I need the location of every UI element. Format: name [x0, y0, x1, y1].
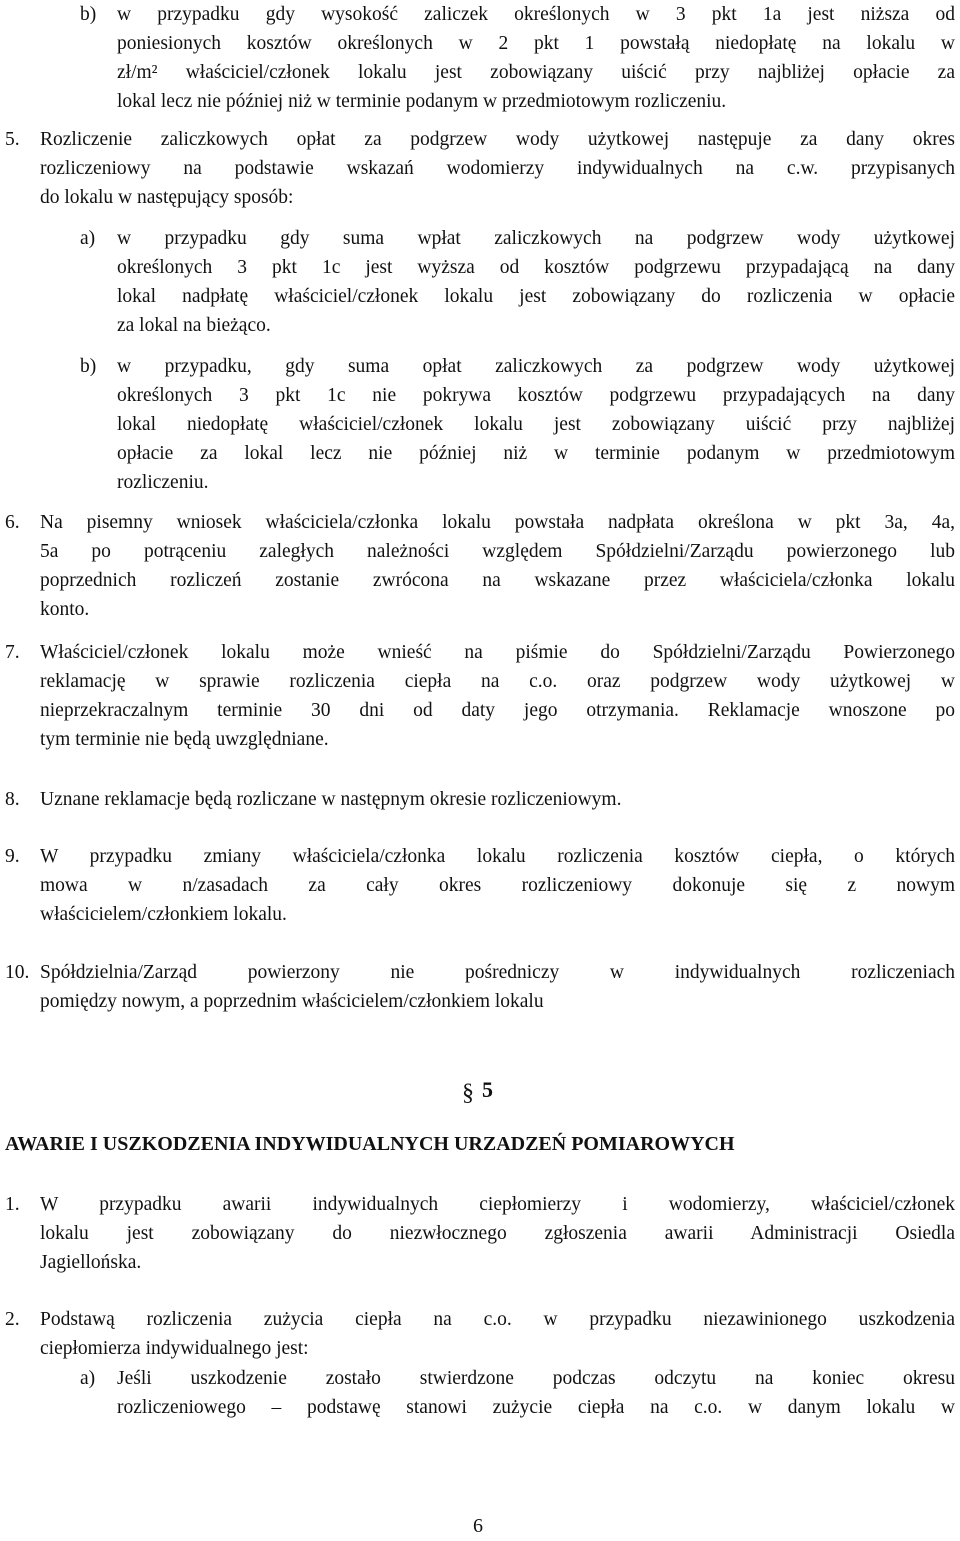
text-line: właścicielem/członkiem lokalu. [40, 904, 287, 925]
list-marker: 7. [5, 642, 20, 663]
text-line: Spółdzielnia/Zarząd powierzony nie pośredniczy w indywidualnych rozliczeniach [40, 962, 955, 983]
text-line: ciepłomierza indywidualnego jest: [40, 1338, 309, 1359]
list-marker: 9. [5, 846, 20, 867]
list-marker: 1. [5, 1194, 20, 1215]
list-marker: b) [80, 4, 97, 25]
list-marker: 8. [5, 789, 20, 810]
section-sign: § [462, 1080, 474, 1106]
text-line: do lokalu w następujący sposób: [40, 187, 294, 208]
list-marker: 2. [5, 1309, 20, 1330]
list-marker: b) [80, 356, 97, 377]
text-line: opłacie za lokal lecz nie później niż w terminie podanym w przedmiotowym [117, 443, 955, 464]
text-line: za lokal na bieżąco. [117, 315, 271, 336]
text-line: W przypadku zmiany właściciela/członka lokalu rozliczenia kosztów ciepła, o których [40, 846, 955, 867]
text-line: mowa w n/zasadach za cały okres rozliczeniowy dokonuje się z nowym [40, 875, 955, 896]
text-line: rozliczeniowy na podstawie wskazań wodomierzy indywidualnych na c.w. przypisanych [40, 158, 955, 179]
page-number: 6 [473, 1515, 483, 1537]
text-line: w przypadku gdy wysokość zaliczek określonych w 3 pkt 1a jest niższa od [117, 4, 955, 25]
text-line: W przypadku awarii indywidualnych ciepłomierzy i wodomierzy, właściciel/członek [40, 1194, 955, 1215]
text-line: pomiędzy nowym, a poprzednim właścicielem/członkiem lokalu [40, 991, 544, 1012]
text-line: 5a po potrąceniu zaległych należności względem Spółdzielni/Zarządu powierzonego lub [40, 541, 955, 562]
text-line: w przypadku, gdy suma opłat zaliczkowych za podgrzew wody użytkowej [117, 356, 955, 377]
text-line: lokal niedopłatę właściciel/członek lokalu jest zobowiązany uiścić przy najbliżej [117, 414, 955, 435]
text-line: zł/m² właściciel/członek lokalu jest zobowiązany uiścić przy najbliżej opłacie za [117, 62, 955, 83]
list-marker: 5. [5, 129, 20, 150]
text-line: tym terminie nie będą uwzględniane. [40, 729, 329, 750]
text-line: lokal lecz nie później niż w terminie podanym w przedmiotowym rozliczeniu. [117, 91, 727, 112]
text-line: konto. [40, 599, 90, 620]
text-line: określonych 3 pkt 1c jest wyższa od kosztów podgrzewu przypadającą na dany [117, 257, 955, 278]
text-line: Rozliczenie zaliczkowych opłat za podgrzew wody użytkowej następuje za dany okres [40, 129, 955, 150]
text-line: lokal nadpłatę właściciel/członek lokalu jest zobowiązany do rozliczenia w opłacie [117, 286, 955, 307]
list-marker: 10. [5, 962, 30, 983]
text-line: nieprzekraczalnym terminie 30 dni od daty jego otrzymania. Reklamacje wnoszone po [40, 700, 955, 721]
text-line: Uznane reklamacje będą rozliczane w następnym okresie rozliczeniowym. [40, 789, 622, 810]
text-line: Właściciel/członek lokalu może wnieść na piśmie do Spółdzielni/Zarządu Powierzonego [40, 642, 955, 663]
text-line: Jagiellońska. [40, 1252, 142, 1273]
text-line: rozliczeniu. [117, 472, 209, 493]
list-marker: 6. [5, 512, 20, 533]
text-line: Jeśli uszkodzenie zostało stwierdzone podczas odczytu na koniec okresu [117, 1368, 955, 1389]
text-line: reklamację w sprawie rozliczenia ciepła na c.o. oraz podgrzew wody użytkowej w [40, 671, 955, 692]
text-line: lokalu jest zobowiązany do niezwłocznego zgłoszenia awarii Administracji Osiedla [40, 1223, 955, 1244]
text-line: Podstawą rozliczenia zużycia ciepła na c.o. w przypadku niezawinionego uszkodzenia [40, 1309, 955, 1330]
section-title: AWARIE I USZKODZENIA INDYWIDUALNYCH URZADZEŃ POMIAROWYCH [5, 1133, 735, 1155]
list-marker: a) [80, 1368, 96, 1389]
text-line: określonych 3 pkt 1c nie pokrywa kosztów podgrzewu przypadających na dany [117, 385, 955, 406]
section-number: 5 [482, 1077, 493, 1102]
text-line: poniesionych kosztów określonych w 2 pkt 1 powstałą niedopłatę na lokalu w [117, 33, 955, 54]
list-marker: a) [80, 228, 96, 249]
text-line: w przypadku gdy suma wpłat zaliczkowych na podgrzew wody użytkowej [117, 228, 955, 249]
text-line: poprzednich rozliczeń zostanie zwrócona na wskazane przez właściciela/członka lokalu [40, 570, 955, 591]
text-line: rozliczeniowego – podstawę stanowi zużycie ciepła na c.o. w danym lokalu w [117, 1397, 955, 1418]
text-line: Na pisemny wniosek właściciela/członka lokalu powstała nadpłata określona w pkt 3a, 4a, [40, 512, 955, 533]
